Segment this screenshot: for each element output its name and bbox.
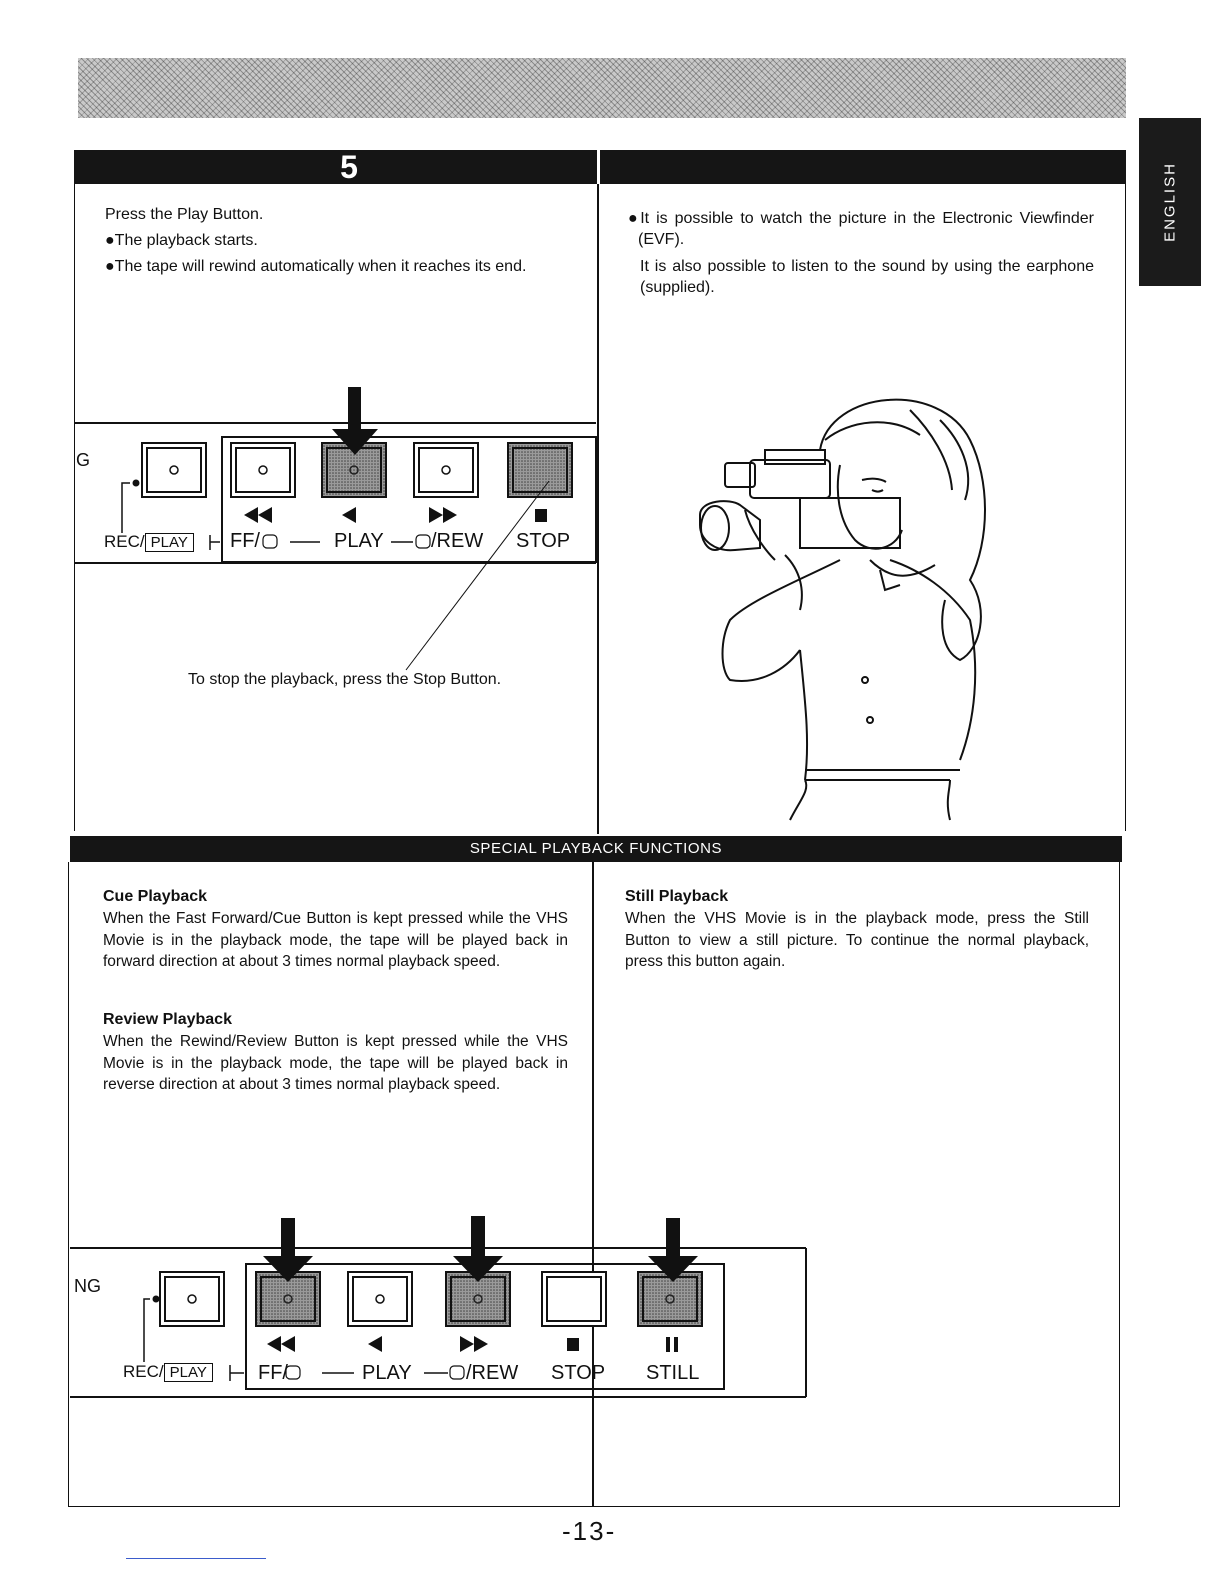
- review-playback: [103, 1009, 568, 1096]
- ff-label: FF/: [230, 530, 260, 552]
- stop-symbol-icon: [567, 1338, 579, 1351]
- stop-label: STOP: [551, 1362, 606, 1384]
- fast-forward-symbol-icon: [429, 507, 457, 523]
- play-button: [348, 1272, 412, 1326]
- cue-heading: Cue Playback: [103, 888, 208, 905]
- panel-side-letter: NG: [74, 1276, 101, 1296]
- play-box-label: PLAY: [164, 1363, 213, 1382]
- evf-note: [628, 208, 1094, 298]
- rec-button: [160, 1272, 224, 1326]
- language-tab-label: ENGLISH: [1161, 162, 1179, 242]
- still-button: [638, 1272, 702, 1326]
- stop-button: [542, 1272, 606, 1326]
- pause-symbol-icon: [666, 1337, 678, 1352]
- camcorder-user-illustration: [690, 380, 1010, 830]
- review-text: When the Rewind/Review Button is kept pressed while the VHS Movie is in the playback mode, the tape will be played back in reverse direction at about 3 times normal playback speed.: [103, 1033, 568, 1093]
- step-bullet: ●The playback starts.: [105, 232, 258, 249]
- review-heading: Review Playback: [103, 1011, 232, 1028]
- special-functions-title: SPECIAL PLAYBACK FUNCTIONS: [70, 836, 1122, 862]
- still-heading: Still Playback: [625, 888, 729, 905]
- page-number: -13-: [562, 1516, 617, 1546]
- still-playback: [625, 886, 1089, 973]
- stop-button: [508, 443, 572, 497]
- rew-button: [414, 443, 478, 497]
- cue-playback: [103, 886, 568, 973]
- special-column-divider: [592, 862, 594, 1506]
- rewind-symbol-icon: [267, 1336, 295, 1352]
- play-reverse-symbol-icon: [368, 1336, 382, 1352]
- stop-label: STOP: [516, 530, 571, 552]
- evf-text: It is also possible to listen to the sound by using the earphone (supplied).: [640, 258, 1094, 296]
- rewind-symbol-icon: [244, 507, 272, 523]
- rec-play-label: REC/ PLAY: [123, 1362, 213, 1382]
- rew-label: /REW: [431, 530, 484, 552]
- stop-symbol-icon: [535, 509, 547, 522]
- panel-side-letter: G: [76, 450, 91, 470]
- fast-forward-symbol-icon: [460, 1336, 488, 1352]
- ff-label: FF/: [258, 1362, 288, 1384]
- stop-note: To stop the playback, press the Stop Button.: [188, 671, 502, 688]
- language-tab: [1139, 118, 1201, 286]
- cue-text: When the Fast Forward/Cue Button is kept pressed while the VHS Movie is in the playback mode, the tape will be played back in forward direction at about 3 times normal playback speed.: [103, 910, 568, 970]
- pointer-line: [406, 481, 549, 670]
- rec-play-label: REC/ PLAY: [104, 532, 194, 552]
- step-instructions: [105, 202, 585, 280]
- still-text: When the VHS Movie is in the playback mode, press the Still Button to view a still picture. To continue the normal playback, press this button again.: [625, 910, 1089, 970]
- play-label: PLAY: [334, 530, 384, 552]
- ff-button: [231, 443, 295, 497]
- step-bullet: ●The tape will rewind automatically when it reaches its end.: [105, 258, 527, 275]
- play-box-label: PLAY: [145, 533, 194, 552]
- footer-rule: [126, 1558, 266, 1559]
- play-reverse-symbol-icon: [342, 507, 356, 523]
- rec-button: [142, 443, 206, 497]
- evf-bullet: ●It is possible to watch the picture in the Electronic Viewfinder (EVF).: [628, 210, 1094, 248]
- step-header-bar: [74, 150, 1126, 184]
- still-label: STILL: [646, 1362, 700, 1384]
- rew-label: /REW: [466, 1362, 519, 1384]
- step-number: 5: [340, 149, 358, 185]
- step-main-text: Press the Play Button.: [105, 206, 264, 223]
- header-bar-gap: [597, 150, 600, 184]
- play-label: PLAY: [362, 1362, 412, 1384]
- header-banner: [78, 58, 1126, 118]
